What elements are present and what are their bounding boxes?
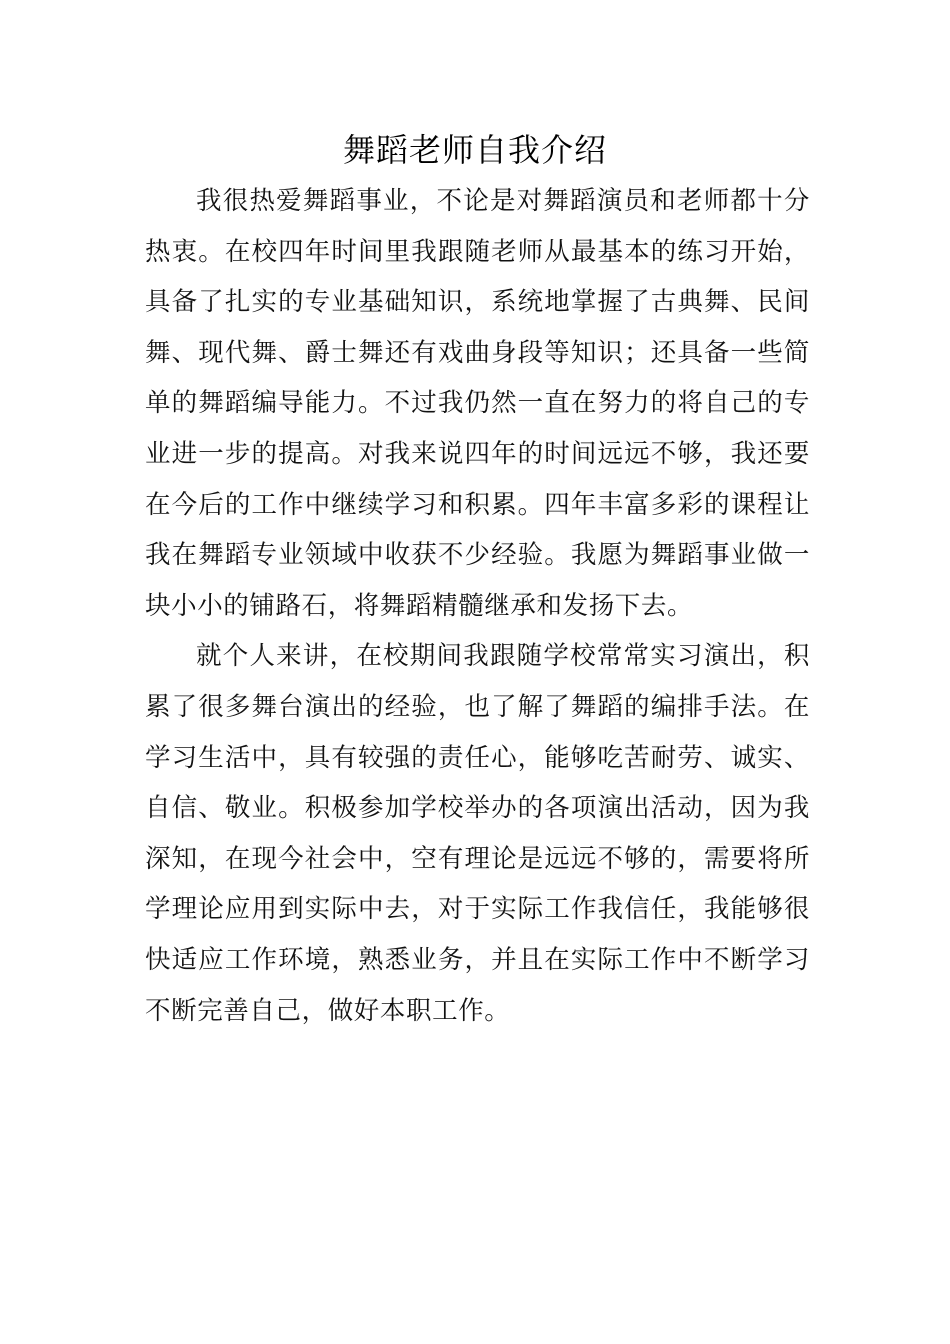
paragraph-2: 就个人来讲，在校期间我跟随学校常常实习演出，积累了很多舞台演出的经验，也了解了舞蹈的编排手法。在学习生活中，具有较强的责任心，能够吃苦耐劳、诚实、自信、敬业。积极参加学校举办的各项演出活动，因为我深知，在现今社会中，空有理论是远远不够的，需要将所学理论应用到实际中去，对于实际工作我信任，我能够很快适应工作环境，熟悉业务，并且在实际工作中不断学习不断完善自己，做好本职工作。 xyxy=(145,641,810,1026)
paragraph-1: 我很热爱舞蹈事业，不论是对舞蹈演员和老师都十分热衷。在校四年时间里我跟随老师从最基本的练习开始，具备了扎实的专业基础知识，系统地掌握了古典舞、民间舞、现代舞、爵士舞还有戏曲身段等知识；还具备一些简单的舞蹈编导能力。不过我仍然一直在努力的将自己的专业进一步的提高。对我来说四年的时间远远不够，我还要在今后的工作中继续学习和积累。四年丰富多彩的课程让我在舞蹈专业领域中收获不少经验。我愿为舞蹈事业做一块小小的铺路石，将舞蹈精髓继承和发扬下去。 xyxy=(145,186,810,621)
document-body xyxy=(145,176,810,1036)
document-title: 舞蹈老师自我介绍 xyxy=(342,131,607,169)
